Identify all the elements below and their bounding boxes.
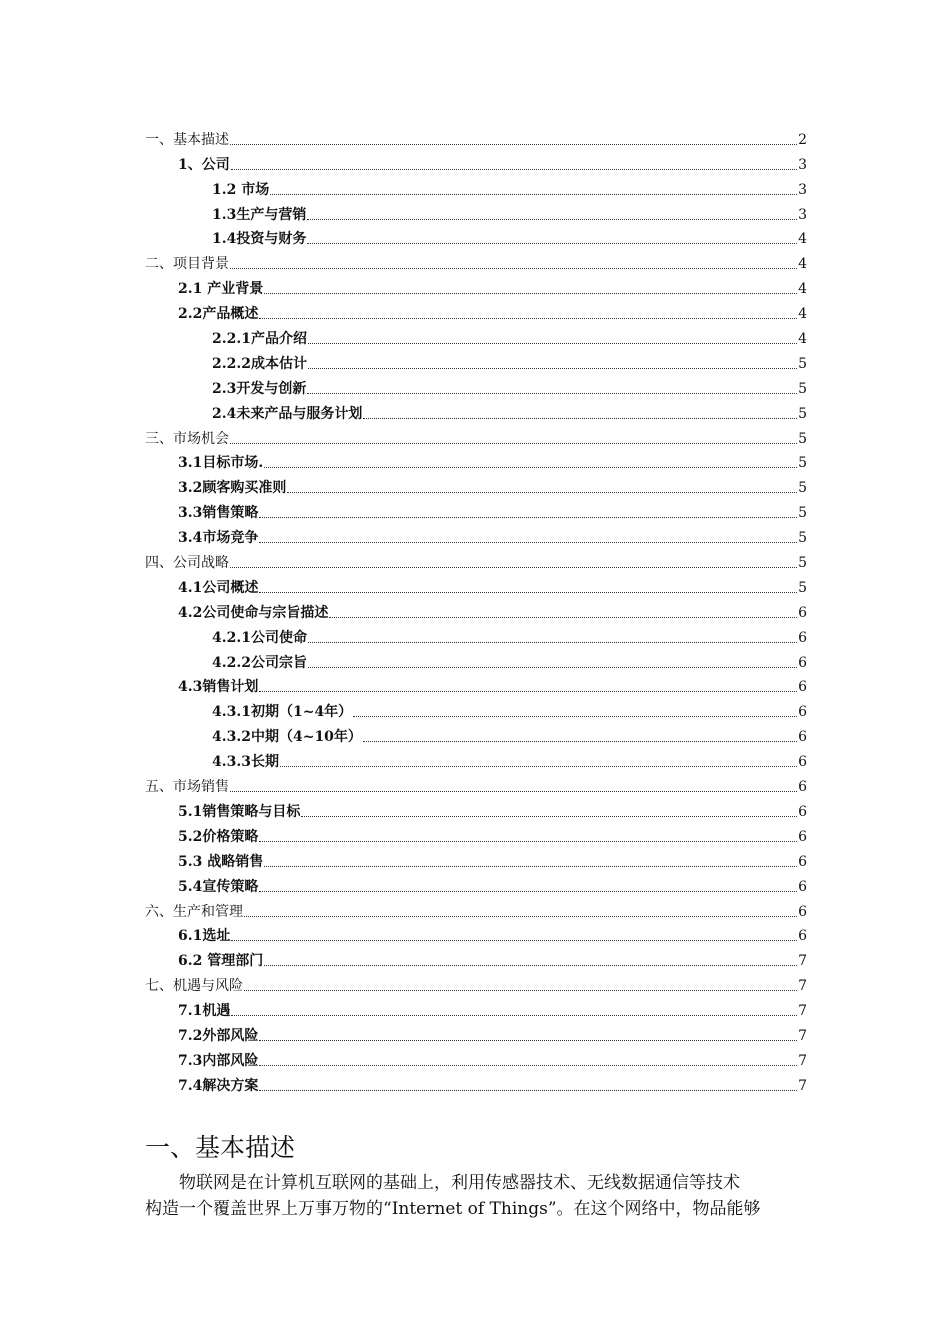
toc-entry[interactable] [145, 174, 807, 199]
toc-leader-dots [363, 417, 797, 419]
toc-entry[interactable] [145, 871, 807, 896]
toc-entry-title: 5.1销售策略与目标 [178, 803, 301, 820]
toc-leader-dots [308, 666, 797, 668]
toc-leader-dots [259, 541, 797, 543]
toc-entry[interactable] [145, 597, 807, 622]
toc-leader-dots [231, 1014, 797, 1016]
toc-entry[interactable] [145, 199, 807, 224]
toc-page-number: 3 [798, 206, 807, 223]
toc-entry-title: 四、公司战略 [145, 555, 229, 572]
toc-entry[interactable] [145, 348, 807, 373]
toc-leader-dots [259, 1089, 797, 1091]
toc-page-number: 6 [798, 729, 807, 746]
toc-leader-dots [264, 964, 797, 966]
toc-page-number: 7 [798, 1052, 807, 1069]
toc-entry-title: 2.4未来产品与服务计划 [212, 405, 363, 422]
toc-entry[interactable] [145, 497, 807, 522]
toc-page-number: 5 [798, 380, 807, 397]
toc-entry-title: 4.2.2公司宗旨 [212, 654, 307, 671]
toc-leader-dots [230, 790, 797, 792]
toc-entry-title: 6.1选址 [178, 928, 231, 945]
toc-leader-dots [270, 193, 797, 195]
toc-leader-dots [287, 491, 797, 493]
toc-entry-title: 7.2外部风险 [178, 1027, 259, 1044]
toc-page-number: 6 [798, 878, 807, 895]
toc-page-number: 6 [798, 928, 807, 945]
toc-entry[interactable] [145, 547, 807, 572]
toc-entry[interactable] [145, 572, 807, 597]
paragraph-line: 构造一个覆盖世界上万事万物的“Internet of Things”。在这个网络中，物品能够 [145, 1199, 761, 1219]
toc-entry-title: 1、公司 [178, 156, 230, 173]
toc-entry[interactable] [145, 721, 807, 746]
toc-leader-dots [230, 267, 797, 269]
toc-page-number: 3 [798, 156, 807, 173]
toc-leader-dots [259, 317, 797, 319]
toc-entry[interactable] [145, 995, 807, 1020]
toc-entry[interactable] [145, 846, 807, 871]
section-heading: 一、基本描述 [145, 1133, 296, 1162]
toc-page-number: 6 [798, 704, 807, 721]
toc-entry[interactable] [145, 696, 807, 721]
toc-page-number: 6 [798, 779, 807, 796]
toc-entry-title: 2.2产品概述 [178, 306, 259, 323]
toc-entry-title: 三、市场机会 [145, 430, 229, 447]
toc-leader-dots [231, 168, 797, 170]
toc-leader-dots [308, 641, 797, 643]
toc-entry-title: 5.2价格策略 [178, 828, 259, 845]
toc-page-number: 6 [798, 679, 807, 696]
toc-leader-dots [244, 915, 797, 917]
toc-entry[interactable] [145, 448, 807, 473]
toc-entry-title: 2.3开发与创新 [212, 380, 307, 397]
toc-leader-dots [259, 591, 797, 593]
toc-page-number: 5 [798, 355, 807, 372]
toc-page-number: 6 [798, 604, 807, 621]
toc-leader-dots [307, 392, 797, 394]
toc-entry[interactable] [145, 522, 807, 547]
toc-entry-title: 4.1公司概述 [178, 579, 259, 596]
toc-entry[interactable] [145, 647, 807, 672]
toc-page-number: 5 [798, 579, 807, 596]
toc-page-number: 7 [798, 978, 807, 995]
toc-entry-title: 2.2.2成本估计 [212, 355, 307, 372]
toc-page-number: 5 [798, 455, 807, 472]
toc-leader-dots [230, 566, 797, 568]
toc-page-number: 6 [798, 654, 807, 671]
toc-entry[interactable] [145, 821, 807, 846]
toc-leader-dots [259, 1039, 797, 1041]
toc-entry-title: 4.2公司使命与宗旨描述 [178, 604, 329, 621]
toc-page-number: 6 [798, 754, 807, 771]
toc-leader-dots [230, 442, 797, 444]
toc-entry[interactable] [145, 896, 807, 921]
toc-entry-title: 六、生产和管理 [145, 903, 243, 920]
toc-entry[interactable] [145, 945, 807, 970]
toc-entry[interactable] [145, 248, 807, 273]
toc-entry-title: 4.3.3长期 [212, 754, 279, 771]
toc-leader-dots [259, 840, 797, 842]
toc-entry-title: 七、机遇与风险 [145, 978, 243, 995]
toc-page-number: 3 [798, 181, 807, 198]
toc-leader-dots [264, 466, 797, 468]
toc-page-number: 6 [798, 828, 807, 845]
toc-entry-title: 1.4投资与财务 [212, 231, 307, 248]
toc-page-number: 4 [798, 331, 807, 348]
toc-page-number: 4 [798, 306, 807, 323]
toc-entry[interactable] [145, 373, 807, 398]
toc-entry-title: 4.3销售计划 [178, 679, 259, 696]
toc-entry-title: 4.3.2中期（4~10年） [212, 729, 362, 746]
toc-page-number: 5 [798, 480, 807, 497]
body-paragraph [145, 1170, 807, 1222]
toc-page-number: 6 [798, 629, 807, 646]
toc-leader-dots [329, 616, 797, 618]
toc-entry[interactable] [145, 472, 807, 497]
toc-page-number: 5 [798, 430, 807, 447]
toc-page-number: 6 [798, 853, 807, 870]
toc-entry-title: 7.4解决方案 [178, 1077, 259, 1094]
toc-entry-title: 1.2 市场 [212, 181, 270, 198]
toc-entry-title: 4.2.1公司使命 [212, 629, 307, 646]
toc-leader-dots [259, 690, 797, 692]
toc-page-number: 5 [798, 555, 807, 572]
toc-entry[interactable] [145, 622, 807, 647]
toc-page-number: 7 [798, 1027, 807, 1044]
toc-entry-title: 7.3内部风险 [178, 1052, 259, 1069]
toc-entry-title: 一、基本描述 [145, 131, 229, 148]
toc-leader-dots [259, 516, 797, 518]
toc-entry[interactable] [145, 398, 807, 423]
toc-leader-dots [244, 989, 797, 991]
toc-page-number: 4 [798, 231, 807, 248]
toc-entry[interactable] [145, 149, 807, 174]
toc-entry[interactable] [145, 423, 807, 448]
toc-leader-dots [231, 939, 797, 941]
toc-entry-title: 3.1目标市场. [178, 455, 264, 472]
toc-entry-title: 7.1机遇 [178, 1003, 231, 1020]
toc-leader-dots [307, 218, 797, 220]
toc-entry[interactable] [145, 1045, 807, 1070]
toc-page-number: 6 [798, 803, 807, 820]
toc-entry[interactable] [145, 298, 807, 323]
toc-entry[interactable] [145, 1020, 807, 1045]
toc-entry[interactable] [145, 746, 807, 771]
toc-entry-title: 4.3.1初期（1~4年） [212, 704, 353, 721]
toc-entry-title: 3.2顾客购买准则 [178, 480, 287, 497]
toc-page-number: 6 [798, 903, 807, 920]
toc-page-number: 4 [798, 281, 807, 298]
paragraph-line: 物联网是在计算机互联网的基础上，利用传感器技术、无线数据通信等技术 [179, 1173, 740, 1193]
toc-page-number: 4 [798, 256, 807, 273]
toc-entry[interactable] [145, 796, 807, 821]
toc-page-number: 2 [798, 131, 807, 148]
toc-leader-dots [308, 342, 797, 344]
toc-entry-title: 3.4市场竞争 [178, 530, 259, 547]
toc-entry-title: 二、项目背景 [145, 256, 229, 273]
toc-entry[interactable] [145, 224, 807, 249]
toc-page-number: 5 [798, 405, 807, 422]
toc-page-number: 7 [798, 1003, 807, 1020]
toc-leader-dots [301, 815, 797, 817]
toc-entry[interactable] [145, 672, 807, 697]
toc-page-number: 7 [798, 1077, 807, 1094]
toc-entry[interactable] [145, 1070, 807, 1095]
toc-leader-dots [259, 890, 797, 892]
toc-leader-dots [307, 242, 797, 244]
toc-page-number: 7 [798, 953, 807, 970]
toc-entry-title: 6.2 管理部门 [178, 953, 264, 970]
toc-leader-dots [259, 1064, 797, 1066]
toc-entry-title: 3.3销售策略 [178, 505, 259, 522]
toc-entry-title: 1.3生产与营销 [212, 206, 307, 223]
toc-leader-dots [353, 715, 797, 717]
toc-entry[interactable] [145, 771, 807, 796]
toc-leader-dots [230, 143, 797, 145]
toc-entry[interactable] [145, 323, 807, 348]
toc-entry[interactable] [145, 124, 807, 149]
toc-leader-dots [280, 765, 797, 767]
toc-leader-dots [264, 292, 797, 294]
toc-entry[interactable] [145, 921, 807, 946]
table-of-contents [145, 124, 807, 1095]
toc-page-number: 5 [798, 530, 807, 547]
toc-entry-title: 5.3 战略销售 [178, 853, 264, 870]
toc-entry[interactable] [145, 970, 807, 995]
toc-entry-title: 2.1 产业背景 [178, 281, 264, 298]
toc-entry-title: 五、市场销售 [145, 779, 229, 796]
toc-leader-dots [264, 865, 797, 867]
toc-leader-dots [363, 740, 797, 742]
toc-leader-dots [308, 367, 797, 369]
toc-entry-title: 5.4宣传策略 [178, 878, 259, 895]
toc-entry-title: 2.2.1产品介绍 [212, 331, 307, 348]
toc-entry[interactable] [145, 273, 807, 298]
toc-page-number: 5 [798, 505, 807, 522]
